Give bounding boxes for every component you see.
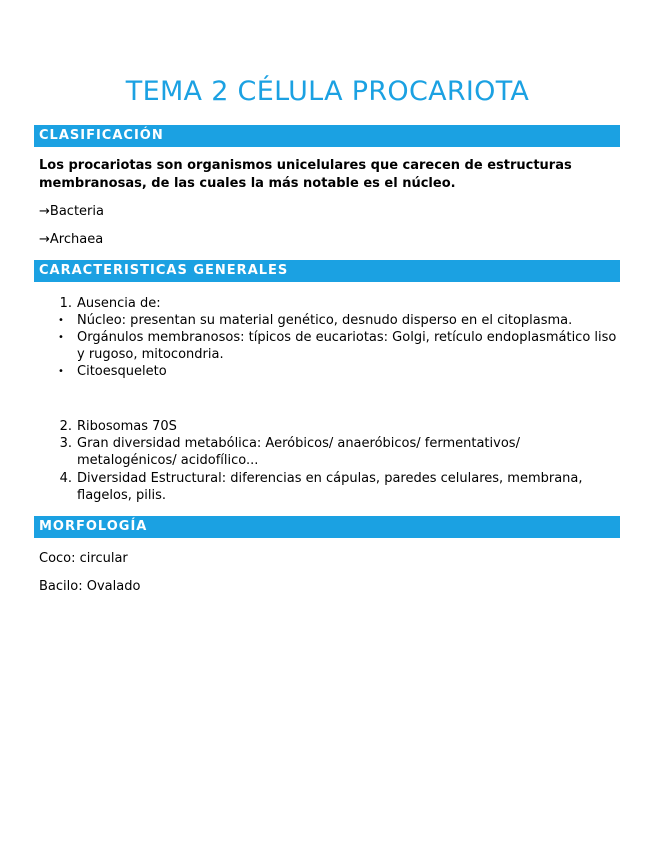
section-header-morfologia: MORFOLOGÍA bbox=[34, 516, 620, 538]
section-header-caracteristicas: CARACTERISTICAS GENERALES bbox=[34, 260, 620, 282]
list-number: 4. bbox=[59, 471, 72, 486]
bullet-item-citoesqueleto bbox=[54, 363, 620, 380]
numbered-item-3 bbox=[54, 435, 620, 469]
list-item-label: Archaea bbox=[49, 232, 104, 247]
numbered-item-2 bbox=[54, 418, 620, 435]
list-item-text: Citoesqueleto bbox=[77, 364, 167, 379]
bullet-item-organulos bbox=[54, 329, 620, 363]
list-item-text: Diversidad Estructural: diferencias en cápulas, paredes celulares, membrana, flagelos, pilis. bbox=[77, 471, 583, 503]
bullet-icon: • bbox=[58, 315, 64, 326]
arrow-icon: → bbox=[39, 232, 50, 247]
list-item-label: Bacteria bbox=[49, 204, 104, 219]
list-item-text: Gran diversidad metabólica: Aeróbicos/ anaeróbicos/ fermentativos/ metalogénicos/ acidofílico... bbox=[77, 436, 520, 468]
section-header-clasificacion: CLASIFICACIÓN bbox=[34, 125, 620, 147]
list-number: 2. bbox=[59, 419, 72, 434]
list-item-archaea bbox=[39, 231, 103, 249]
arrow-icon: → bbox=[39, 204, 50, 219]
list-item-text: Núcleo: presentan su material genético, desnudo disperso en el citoplasma. bbox=[77, 313, 573, 328]
clasificacion-intro: Los procariotas son organismos unicelulares que carecen de estructuras membranosas, de las cuales la más notable es el núcleo. bbox=[39, 158, 572, 191]
bullet-icon: • bbox=[58, 332, 64, 343]
page-title: TEMA 2 CÉLULA PROCARIOTA bbox=[125, 76, 530, 107]
list-item-text: Ausencia de: bbox=[77, 296, 161, 311]
morfologia-item-coco: Coco: circular bbox=[39, 551, 128, 566]
numbered-item-1 bbox=[54, 295, 620, 312]
numbered-item-4 bbox=[54, 470, 620, 504]
list-number: 1. bbox=[59, 296, 72, 311]
list-item-bacteria bbox=[39, 203, 104, 221]
list-number: 3. bbox=[59, 436, 72, 451]
morfologia-item-bacilo: Bacilo: Ovalado bbox=[39, 579, 141, 594]
bullet-icon: • bbox=[58, 366, 64, 377]
list-item-text: Ribosomas 70S bbox=[77, 419, 177, 434]
list-item-text: Orgánulos membranosos: típicos de eucariotas: Golgi, retículo endoplasmático liso y rugoso, mitocondria. bbox=[77, 330, 617, 362]
bullet-item-nucleo bbox=[54, 312, 620, 329]
